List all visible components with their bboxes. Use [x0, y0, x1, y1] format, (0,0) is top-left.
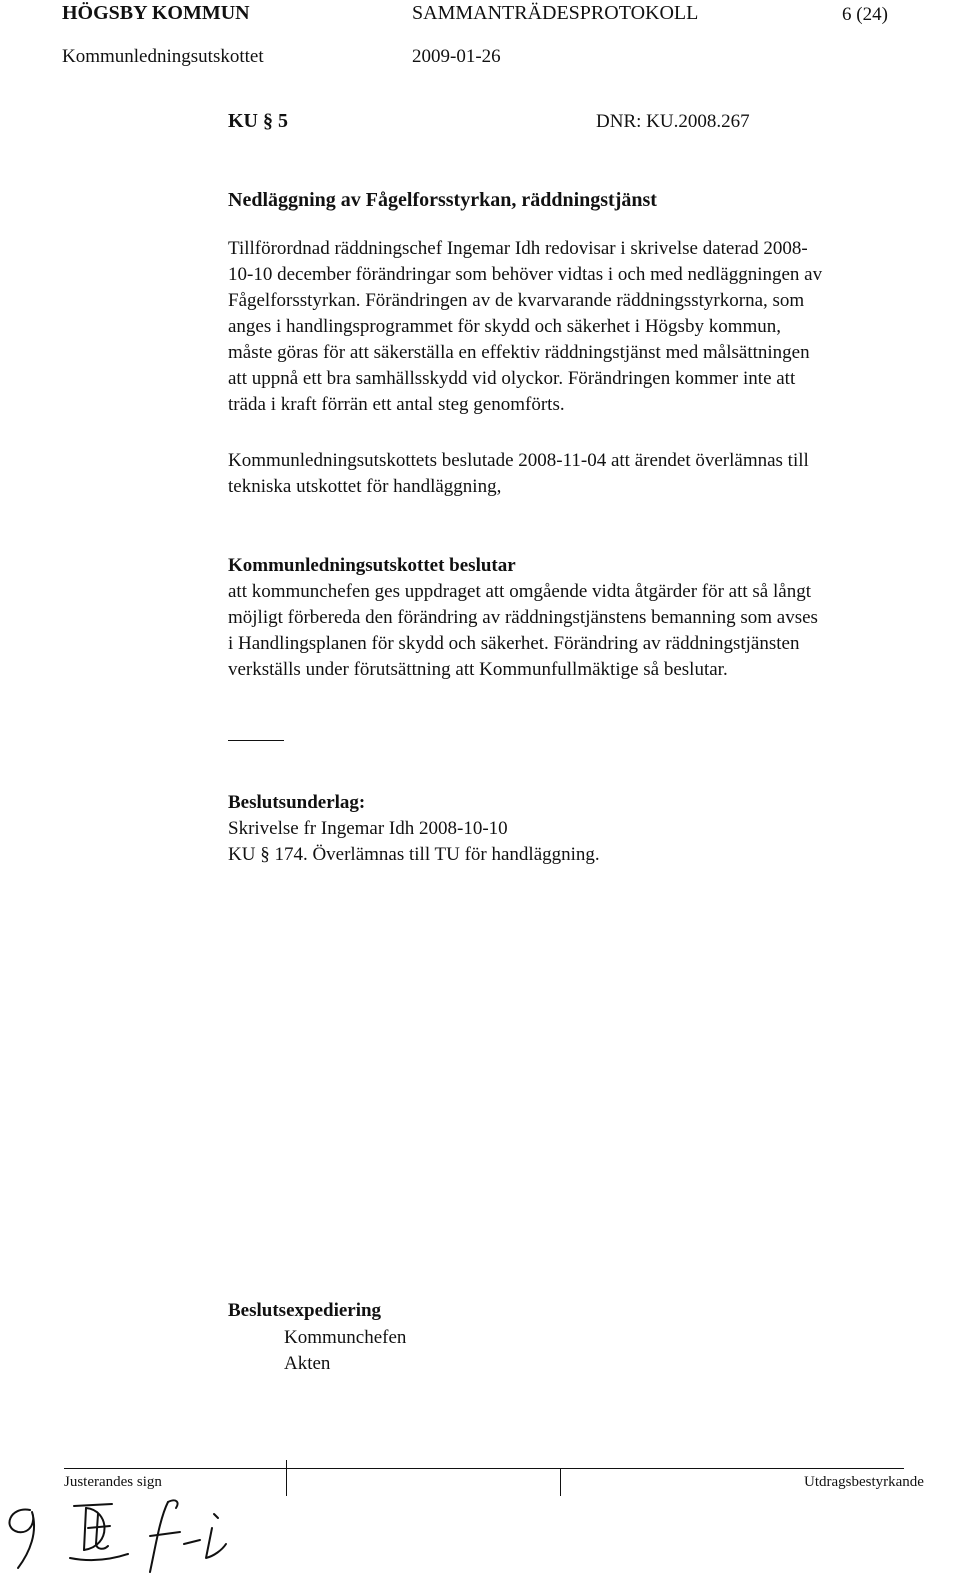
text-line: verkställs under förutsättning att Kommunfullmäktige så beslutar. [228, 659, 728, 680]
handwritten-signatures [0, 1488, 260, 1578]
decision-basis-section [228, 790, 933, 868]
case-title: Nedläggning av Fågelforsstyrkan, räddningstjänst [228, 189, 657, 211]
dispatch-heading: Beslutsexpediering [228, 1300, 382, 1321]
text-line: Kommunledningsutskottets beslutade 2008-11-04 att ärendet överlämnas till [228, 450, 809, 471]
text-line: möjligt förbereda den förändring av räddningstjänstens bemanning som avses [228, 607, 818, 628]
basis-item: KU § 174. Överlämnas till TU för handläggning. [228, 844, 600, 865]
footer-divider [560, 1468, 561, 1496]
basis-heading: Beslutsunderlag: [228, 792, 366, 813]
text-line: Fågelforsstyrkan. Förändringen av de kvarvarande räddningsstyrkorna, som [228, 290, 805, 311]
municipality-name: HÖGSBY KOMMUN [62, 2, 250, 24]
dispatch-recipient: Kommunchefen [284, 1327, 407, 1348]
document-type: SAMMANTRÄDESPROTOKOLL [412, 2, 699, 24]
paragraph-number: KU § 5 [228, 110, 288, 132]
text-line: att uppnå ett bra samhällsskydd vid olyckor. Förändringen kommer inte att [228, 368, 796, 389]
text-line: träda i kraft förrän ett antal steg genomförts. [228, 394, 565, 415]
intro-paragraph [228, 236, 933, 418]
previous-decision-paragraph [228, 448, 933, 500]
text-line: i Handlingsplanen för skydd och säkerhet. Förändring av räddningstjänsten [228, 633, 800, 654]
footer-rule [64, 1468, 904, 1469]
text-line: anges i handlingsprogrammet för skydd och säkerhet i Högsby kommun, [228, 316, 782, 337]
footer-divider [286, 1460, 287, 1496]
text-line: tekniska utskottet för handläggning, [228, 476, 502, 497]
registration-number: DNR: KU.2008.267 [596, 111, 750, 132]
meeting-date: 2009-01-26 [412, 46, 501, 67]
signature-image [0, 1488, 260, 1578]
page-number: 6 (24) [842, 4, 888, 25]
separator-line [228, 740, 284, 741]
text-line: Tillförordnad räddningschef Ingemar Idh redovisar i skrivelse daterad 2008- [228, 238, 808, 259]
text-line: att kommunchefen ges uppdraget att omgående vidta åtgärder för att så långt [228, 581, 811, 602]
decision-heading: Kommunledningsutskottet beslutar [228, 555, 516, 576]
text-line: måste göras för att säkerställa en effektiv räddningstjänst med målsättningen [228, 342, 810, 363]
text-line: 10-10 december förändringar som behöver vidtas i och med nedläggningen av [228, 264, 823, 285]
signature-label: Justerandes sign [64, 1474, 162, 1490]
decision-section [228, 553, 933, 683]
committee-name: Kommunledningsutskottet [62, 46, 264, 67]
extract-label: Utdragsbestyrkande [804, 1474, 924, 1490]
dispatch-recipient: Akten [284, 1353, 331, 1374]
basis-item: Skrivelse fr Ingemar Idh 2008-10-10 [228, 818, 508, 839]
